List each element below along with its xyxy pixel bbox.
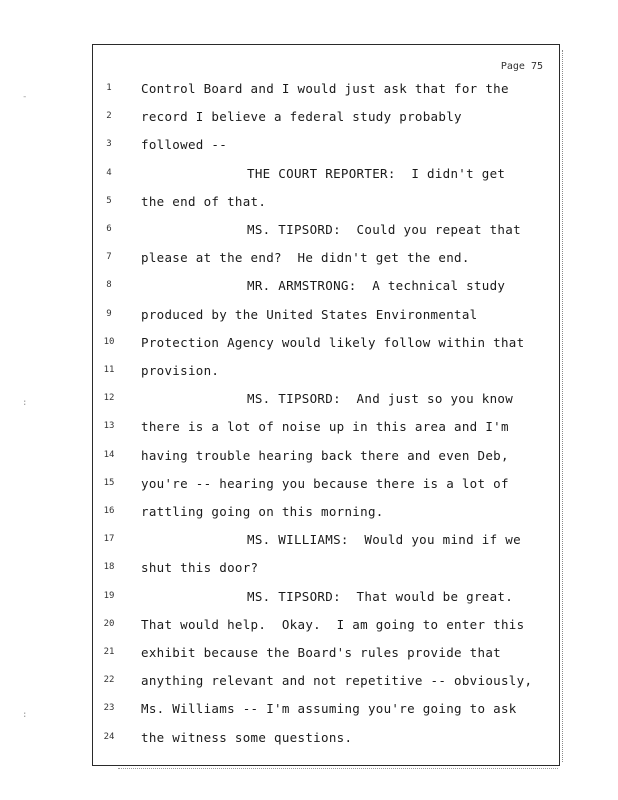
line-number: 4 <box>106 167 112 178</box>
line-number: 9 <box>106 308 112 319</box>
line-text: Protection Agency would likely follow within that <box>141 334 525 350</box>
line-text: record I believe a federal study probably <box>141 109 462 125</box>
transcript-line <box>93 222 561 250</box>
transcript-line <box>93 448 561 476</box>
transcript-line <box>93 730 561 758</box>
line-text: exhibit because the Board's rules provide that <box>141 645 501 660</box>
transcript-line <box>93 532 561 560</box>
transcript-line <box>93 166 561 194</box>
line-text: you're -- hearing you because there is a lot of <box>141 475 509 491</box>
line-number: 10 <box>103 336 115 347</box>
transcript-line <box>93 673 561 701</box>
transcript-line <box>93 617 561 645</box>
transcript-line <box>93 109 561 137</box>
margin-mark: : <box>22 710 28 720</box>
line-number: 12 <box>103 393 115 404</box>
transcript-line <box>93 560 561 588</box>
line-text: please at the end? He didn't get the end. <box>141 250 470 266</box>
line-number: 20 <box>103 618 115 629</box>
line-number: 5 <box>106 195 112 206</box>
line-text: anything relevant and not repetitive -- obviously, <box>141 673 533 689</box>
transcript-line <box>93 476 561 504</box>
line-text: Control Board and I would just ask that for the <box>141 81 509 96</box>
line-text: MS. WILLIAMS: Would you mind if we <box>247 532 521 548</box>
transcript-line <box>93 194 561 222</box>
line-number: 22 <box>103 675 115 686</box>
line-text: produced by the United States Environmental <box>141 306 478 322</box>
line-text: shut this door? <box>141 560 259 576</box>
line-number: 17 <box>103 534 115 545</box>
line-number: 18 <box>103 562 115 573</box>
transcript-line <box>93 589 561 617</box>
line-number: 16 <box>103 506 115 516</box>
line-text: Ms. Williams -- I'm assuming you're going to ask <box>141 701 517 717</box>
line-text: followed -- <box>141 137 228 153</box>
transcript-line <box>93 307 561 335</box>
line-number: 15 <box>103 477 115 488</box>
transcript-line <box>93 504 561 532</box>
transcript-line <box>93 335 561 363</box>
transcript-line <box>93 391 561 419</box>
line-text: MS. TIPSORD: That would be great. <box>247 588 514 604</box>
line-number: 1 <box>106 83 112 93</box>
transcript-line <box>93 81 561 109</box>
line-number: 2 <box>106 111 112 122</box>
line-text: the witness some questions. <box>141 729 353 745</box>
line-text: provision. <box>141 363 220 378</box>
line-number: 3 <box>106 139 112 150</box>
line-text: MS. TIPSORD: Could you repeat that <box>247 222 521 237</box>
line-text: having trouble hearing back there and even Deb, <box>141 447 509 463</box>
line-number: 13 <box>103 421 115 432</box>
transcript-page <box>92 44 560 766</box>
line-text: MR. ARMSTRONG: A technical study <box>247 278 506 294</box>
transcript-line <box>93 363 561 391</box>
transcript-line <box>93 645 561 673</box>
transcript-line <box>93 419 561 447</box>
line-text: there is a lot of noise up in this area and I'm <box>141 419 509 435</box>
margin-mark: - <box>22 92 28 102</box>
line-number: 7 <box>106 252 112 263</box>
line-number: 14 <box>103 449 115 460</box>
bottom-scan-noise <box>118 768 558 769</box>
line-text: MS. TIPSORD: And just so you know <box>247 391 514 407</box>
transcript-line <box>93 701 561 729</box>
line-number: 19 <box>103 590 115 601</box>
line-text: the end of that. <box>141 193 267 209</box>
page-number: Page 75 <box>500 61 543 72</box>
line-text: rattling going on this morning. <box>141 504 384 519</box>
line-text: That would help. Okay. I am going to enter this <box>141 616 525 632</box>
line-number: 11 <box>103 365 115 375</box>
margin-mark: : <box>22 398 28 408</box>
line-text: THE COURT REPORTER: I didn't get <box>247 165 506 181</box>
transcript-line <box>93 250 561 278</box>
line-number: 23 <box>103 703 115 714</box>
transcript-line <box>93 278 561 306</box>
line-number: 6 <box>106 224 112 234</box>
right-margin-rule <box>562 50 563 762</box>
line-number: 21 <box>103 647 115 657</box>
line-number: 24 <box>103 731 115 742</box>
line-number: 8 <box>106 280 112 291</box>
transcript-line <box>93 137 561 165</box>
